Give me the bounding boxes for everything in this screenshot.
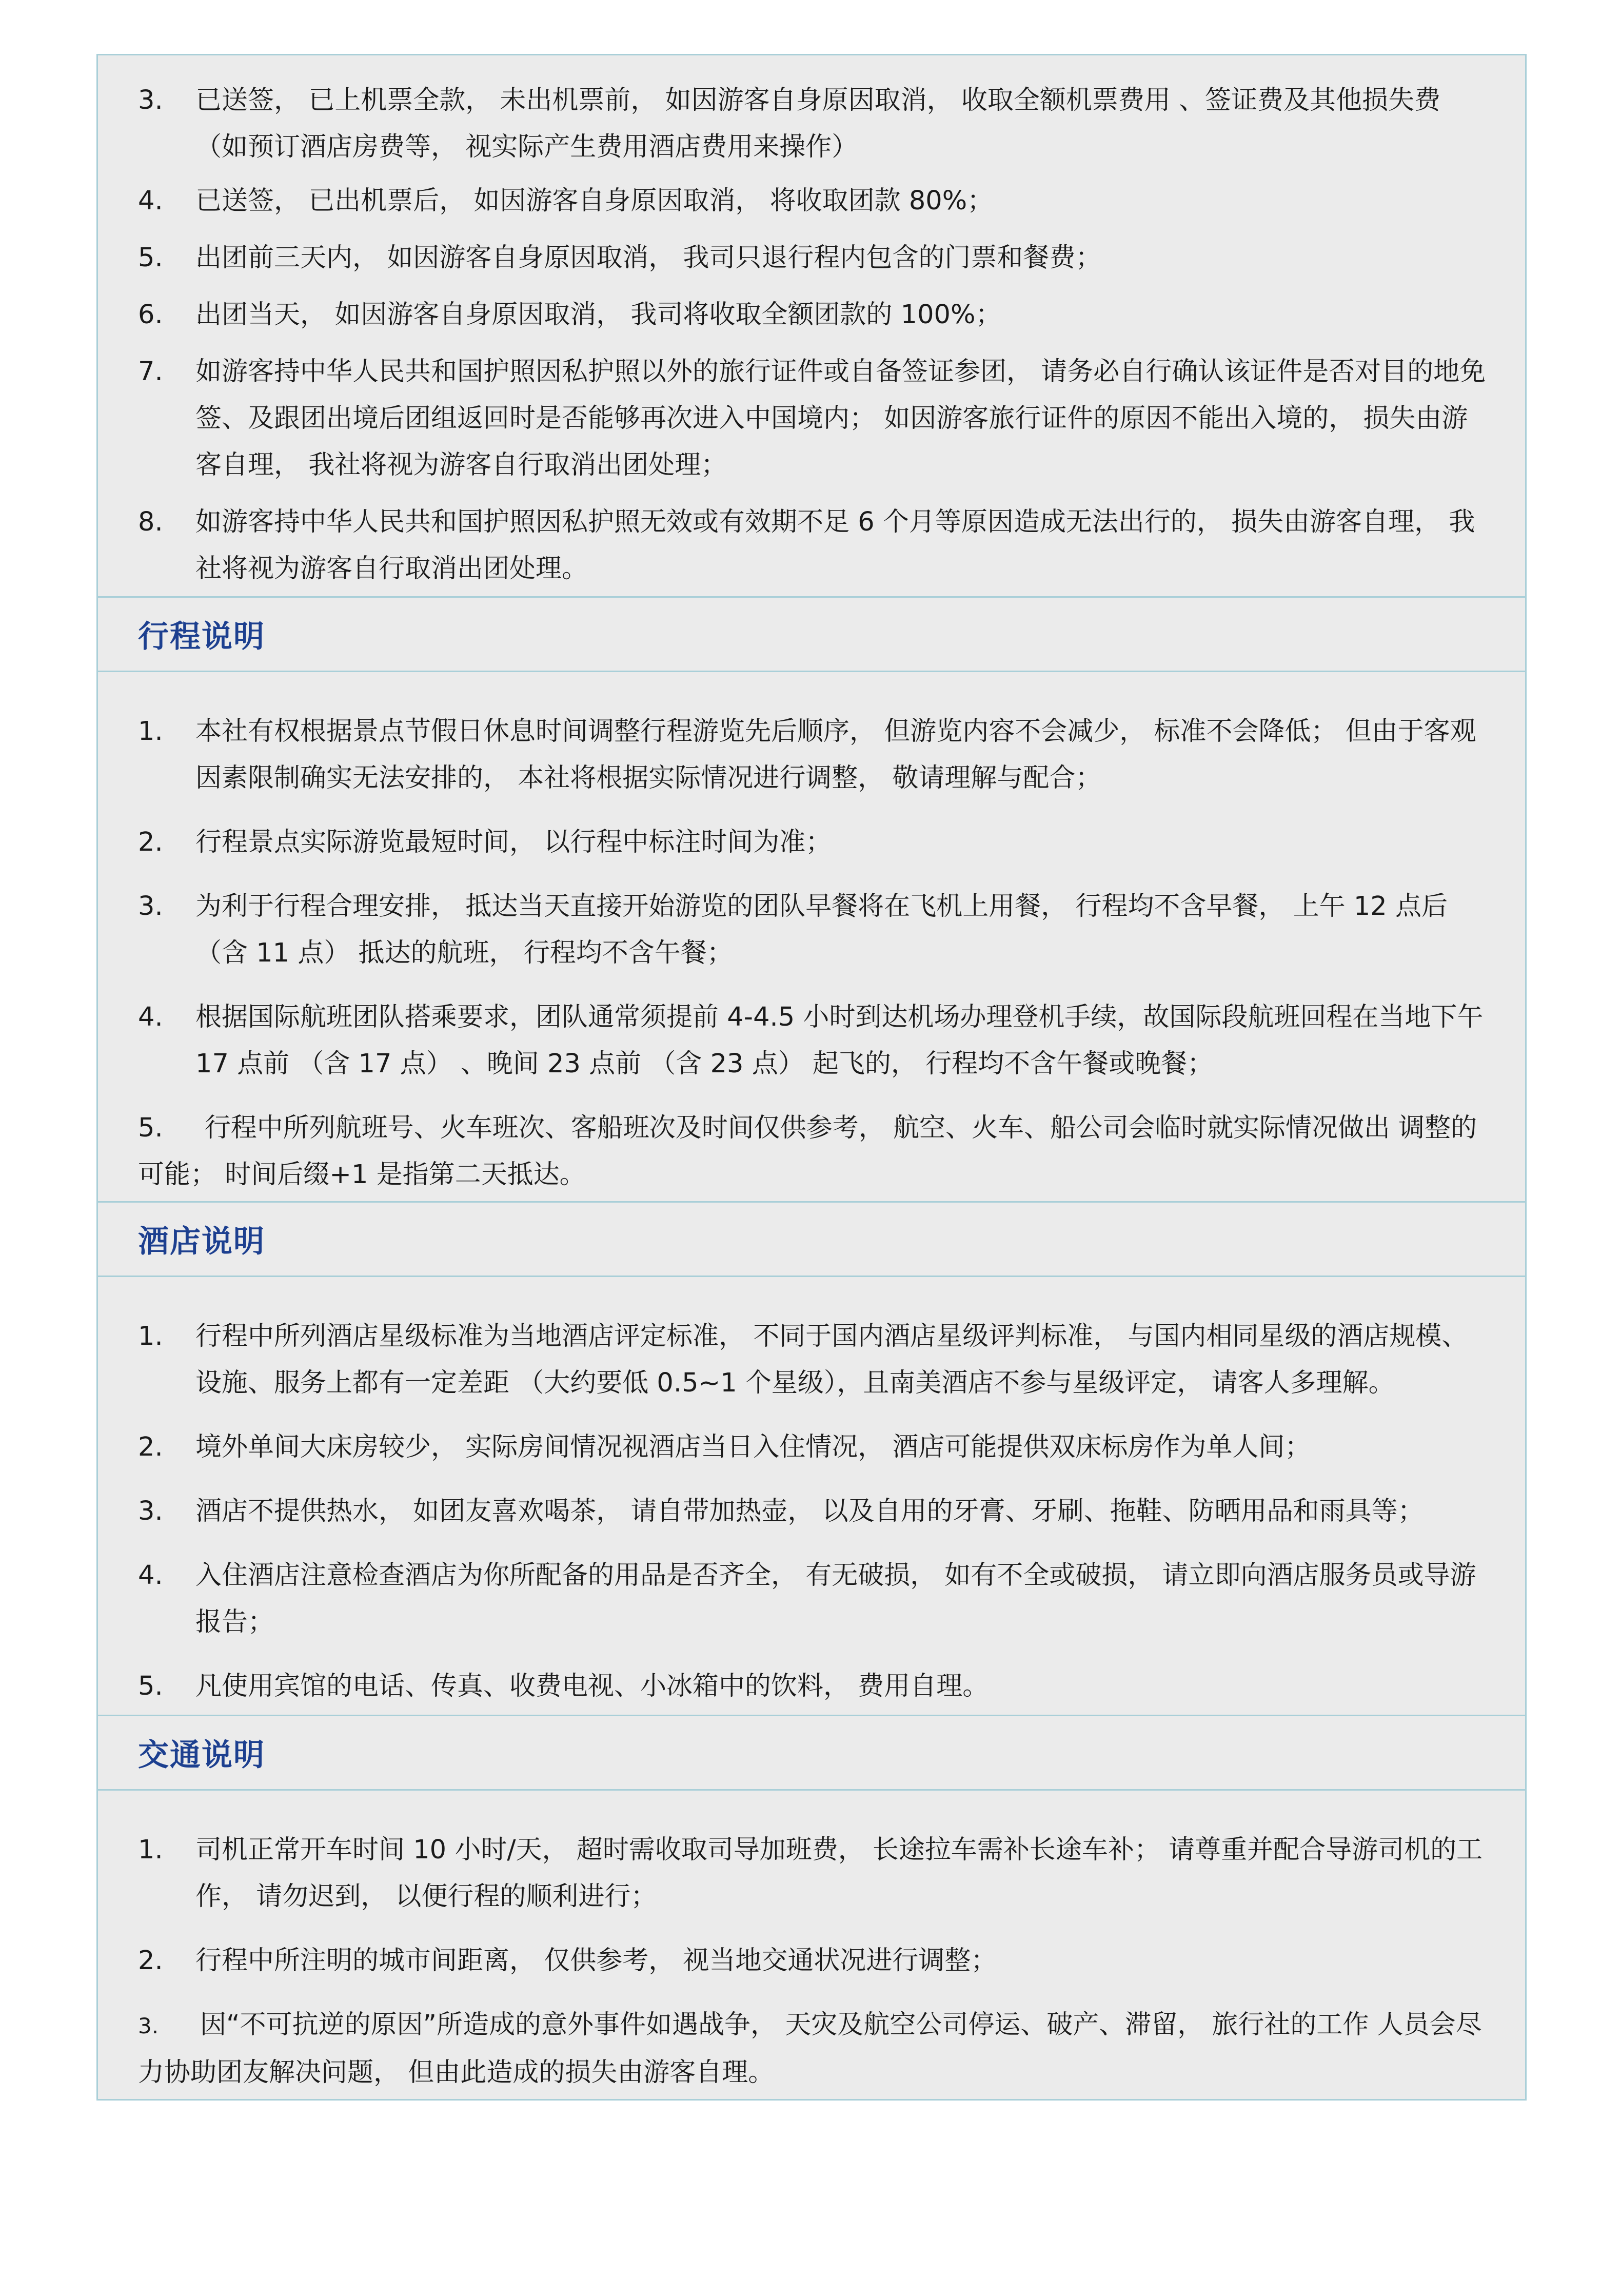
- list-item: [138, 994, 1492, 1087]
- list-item: [138, 1663, 1489, 1710]
- list-item: [138, 77, 1489, 170]
- transport-section: [98, 1791, 1525, 2099]
- section-header-transport: [98, 1715, 1525, 1791]
- hotel-section: [98, 1277, 1525, 1715]
- section-header-itinerary: [98, 596, 1525, 672]
- item-text: 已送签， 已上机票全款， 未出机票前， 如因游客自身原因取消， 收取全额机票费用 、签证费及其他损失费 （如预订酒店房费等， 视实际产生费用酒店费用来操作）: [195, 85, 1449, 162]
- item-number: 4.: [138, 1560, 163, 1591]
- item-number: 1.: [138, 1321, 163, 1351]
- item-text: 如游客持中华人民共和国护照因私护照无效或有效期不足 6 个月等原因造成无法出行的， 损失由游客自理， 我社将视为游客自行取消出团处理。: [195, 507, 1475, 584]
- item-number: 6.: [138, 300, 163, 330]
- item-number: 2.: [138, 827, 163, 857]
- item-text: 为利于行程合理安排， 抵达当天直接开始游览的团队早餐将在飞机上用餐， 行程均不含早餐， 上午 12 点后 （含 11 点） 抵达的航班， 行程均不含午餐；: [195, 891, 1456, 968]
- list-item: [138, 2001, 1489, 2096]
- cancellation-section: [98, 55, 1525, 596]
- list-item: [138, 1313, 1489, 1406]
- item-number: 2.: [138, 1946, 163, 1976]
- item-text: 行程中所列酒店星级标准为当地酒店评定标准， 不同于国内酒店星级评判标准， 与国内相同星级的酒店规模、设施、服务上都有一定差距 （大约要低 0.5~1 个星级），且南美酒店不参与星级评定， 请客人多理解。: [195, 1321, 1468, 1398]
- item-text: 已送签， 已出机票后， 如因游客自身原因取消， 将收取团款 80%；: [195, 186, 994, 216]
- section-title: 交通说明: [138, 1737, 265, 1773]
- item-number: 3.: [138, 85, 163, 115]
- item-text: 入住酒店注意检查酒店为你所配备的用品是否齐全， 有无破损， 如有不全或破损， 请立即向酒店服务员或导游报告；: [195, 1560, 1476, 1637]
- item-text: 出团前三天内， 如因游客自身原因取消， 我司只退行程内包含的门票和餐费；: [195, 243, 1102, 273]
- item-text: 根据国际航班团队搭乘要求，团队通常须提前 4-4.5 小时到达机场办理登机手续，故国际段航班回程在当地下午 17 点前 （含 17 点） 、晚间 23 点前 （含 23 点） 起飞的， 行程均不含午餐或晚餐；: [195, 1002, 1492, 1079]
- item-number: 5.: [138, 1113, 163, 1143]
- item-number: 4.: [138, 1002, 163, 1032]
- list-item: [138, 1488, 1489, 1535]
- item-text: 行程景点实际游览最短时间， 以行程中标注时间为准；: [195, 827, 832, 857]
- item-text: 因“不可抗逆的原因”所造成的意外事件如遇战争， 天灾及航空公司停运、破产、滞留， 旅行社的工作 人员会尽力协助团友解决问题， 但由此造成的损失由游客自理。: [138, 2010, 1482, 2088]
- list-item: [138, 178, 1489, 224]
- list-item: [138, 1552, 1489, 1645]
- item-text: 境外单间大床房较少， 实际房间情况视酒店当日入住情况， 酒店可能提供双床标房作为单人间；: [195, 1432, 1311, 1462]
- item-number: 2.: [138, 1432, 163, 1462]
- item-number: 4.: [138, 186, 163, 216]
- item-text: 司机正常开车时间 10 小时/天， 超时需收取司导加班费， 长途拉车需补长途车补； 请尊重并配合导游司机的工作， 请勿迟到， 以便行程的顺利进行；: [195, 1835, 1483, 1912]
- item-number: 5.: [138, 1671, 163, 1701]
- item-number: 1.: [138, 716, 163, 747]
- section-title: 酒店说明: [138, 1224, 265, 1260]
- list-item: [138, 1424, 1489, 1470]
- list-item: [138, 883, 1489, 976]
- item-text: 如游客持中华人民共和国护照因私护照以外的旅行证件或自备签证参团， 请务必自行确认该证件是否对目的地免签、及跟团出境后团组返回时是否能够再次进入中国境内； 如因游客旅行证件的原因不能出入境的， 损失由游客自理， 我社将视为游客自行取消出团处理；: [195, 357, 1486, 480]
- list-item: [138, 819, 1489, 866]
- item-number: 8.: [138, 507, 163, 537]
- list-item: [138, 348, 1489, 488]
- item-text: 行程中所注明的城市间距离， 仅供参考， 视当地交通状况进行调整；: [195, 1946, 997, 1976]
- list-item: [138, 291, 1489, 338]
- item-text: 本社有权根据景点节假日休息时间调整行程游览先后顺序， 但游览内容不会减少， 标准不会降低； 但由于客观因素限制确实无法安排的， 本社将根据实际情况进行调整， 敬请理解与配合；: [195, 716, 1476, 793]
- item-text: 凡使用宾馆的电话、传真、收费电视、小冰箱中的饮料， 费用自理。: [195, 1671, 989, 1701]
- list-item: [138, 1105, 1489, 1198]
- list-item: [138, 1937, 1489, 1984]
- item-text: 行程中所列航班号、火车班次、客船班次及时间仅供参考， 航空、火车、船公司会临时就实际情况做出 调整的可能； 时间后缀+1 是指第二天抵达。: [138, 1113, 1477, 1190]
- item-text: 出团当天， 如因游客自身原因取消， 我司将收取全额团款的 100%；: [195, 300, 1002, 330]
- list-item: [138, 1827, 1489, 1920]
- section-header-hotel: [98, 1201, 1525, 1277]
- section-title: 行程说明: [138, 619, 265, 655]
- item-number: 3.: [138, 1496, 163, 1526]
- item-number: 3.: [138, 2013, 159, 2038]
- item-number: 3.: [138, 891, 163, 921]
- item-number: 5.: [138, 243, 163, 273]
- list-item: [138, 234, 1489, 281]
- item-number: 1.: [138, 1835, 163, 1865]
- list-item: [138, 708, 1489, 801]
- document-page: [96, 54, 1527, 2101]
- itinerary-section: [98, 672, 1525, 1201]
- list-item: [138, 499, 1489, 592]
- item-number: 7.: [138, 357, 163, 387]
- item-text: 酒店不提供热水， 如团友喜欢喝茶， 请自带加热壶， 以及自用的牙膏、牙刷、拖鞋、防晒用品和雨具等；: [195, 1496, 1424, 1526]
